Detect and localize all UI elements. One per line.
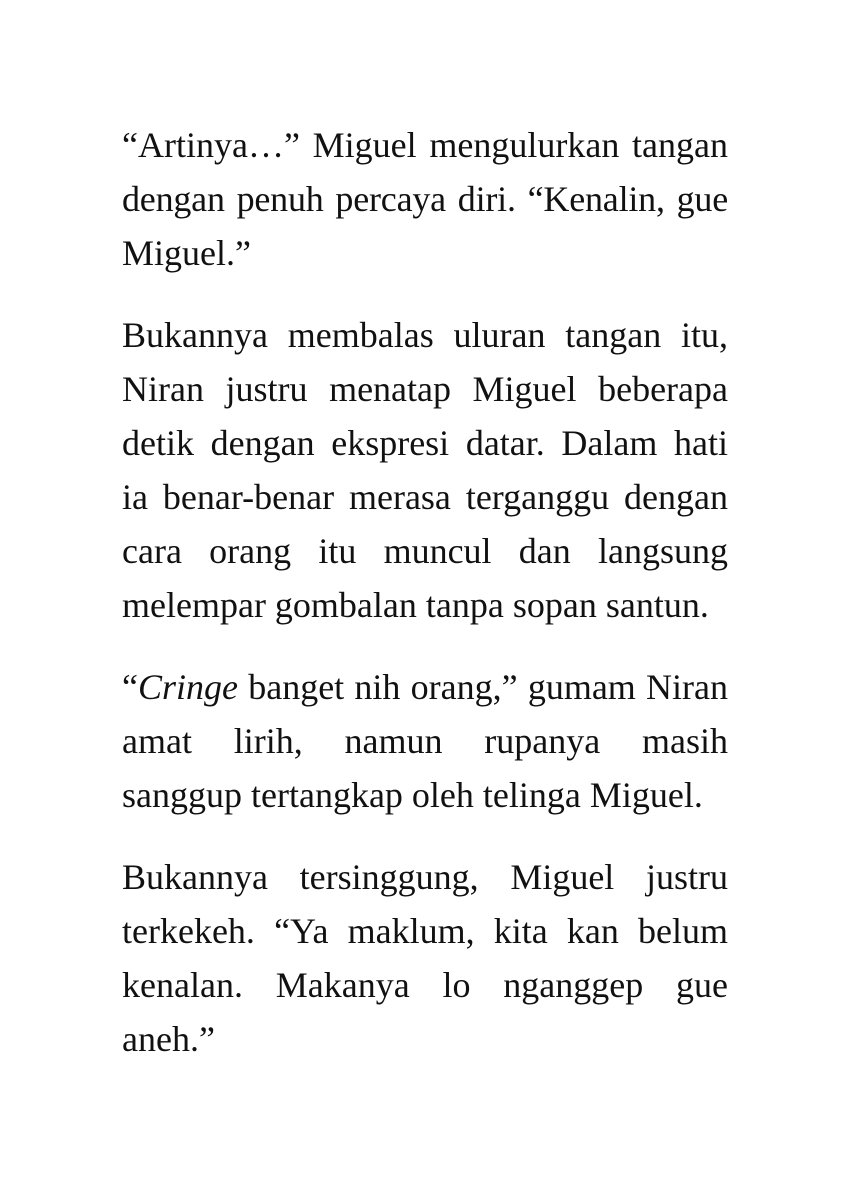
- text-line: melempar gombalan tanpa sopan santun.: [122, 585, 709, 625]
- text-line: Niran justru menatap Miguel beberapa: [122, 369, 728, 409]
- text-line: kenalan. Makanya lo nganggep gue: [122, 965, 728, 1005]
- text-line: Miguel.”: [122, 233, 251, 273]
- text-line: terkekeh. “Ya maklum, kita kan belum: [122, 911, 728, 951]
- text-line: “Artinya…” Miguel mengulurkan tangan: [122, 125, 728, 165]
- italic-word: Cringe: [137, 667, 238, 707]
- text-line: ia benar-benar merasa terganggu dengan: [122, 477, 728, 517]
- text-line: Bukannya membalas uluran tangan itu,: [122, 315, 728, 355]
- text-line: [122, 660, 728, 714]
- paragraph-1: [122, 118, 728, 280]
- paragraph-4: [122, 850, 728, 1066]
- paragraph-2: [122, 308, 728, 632]
- text-line: Bukannya tersinggung, Miguel justru: [122, 857, 728, 897]
- text-line: cara orang itu muncul dan langsung: [122, 531, 728, 571]
- text-fragment: banget nih orang,” gumam Niran: [238, 667, 728, 707]
- text-line: aneh.”: [122, 1019, 215, 1059]
- text-fragment: “: [122, 667, 138, 707]
- page-body: [122, 118, 728, 1066]
- text-line: detik dengan ekspresi datar. Dalam hati: [122, 423, 728, 463]
- text-line: amat lirih, namun rupanya masih: [122, 721, 728, 761]
- text-line: sanggup tertangkap oleh telinga Miguel.: [122, 775, 703, 815]
- text-line: dengan penuh percaya diri. “Kenalin, gue: [122, 179, 728, 219]
- paragraph-3: [122, 660, 728, 822]
